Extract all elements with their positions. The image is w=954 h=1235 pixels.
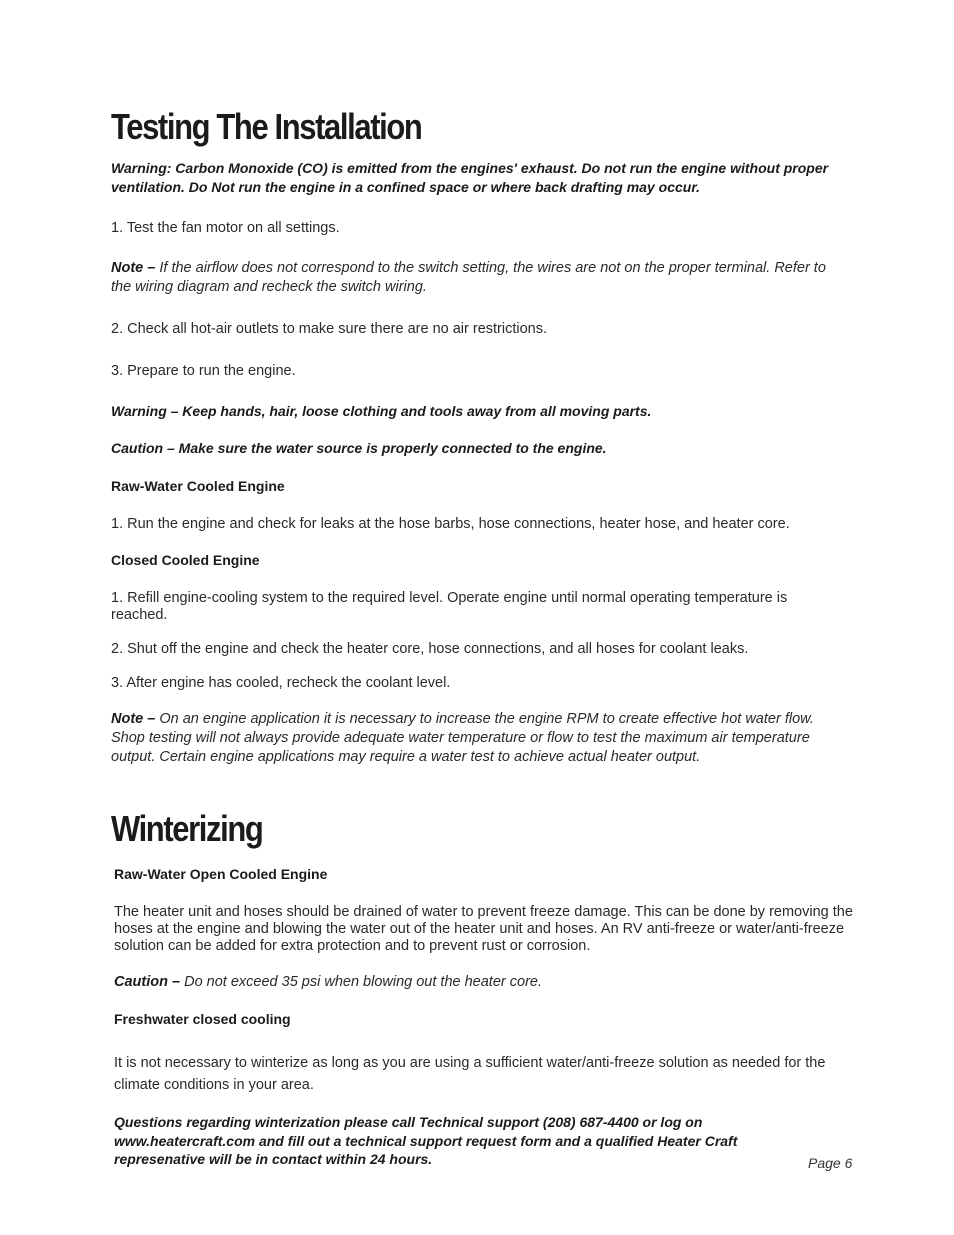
caution-lead: Caution – — [114, 974, 181, 990]
moving-parts-warning: Warning – Keep hands, hair, loose clothing and tools away from all moving parts. — [111, 403, 652, 419]
note-lead: Note – — [111, 711, 156, 727]
co-warning: Warning: Carbon Monoxide (CO) is emitted from the engines' exhaust. Do not run the engine without proper ventilation. Do Not run the engine in a confined space or where back drafting may occur. — [111, 160, 829, 195]
testing-title: Testing The Installation — [111, 106, 422, 147]
support-contact: Questions regarding winterization please call Technical support (208) 687-4400 or log on www.heatercraft.com and fill out a technical support request form and a qualified Heater Craft represenative will be in contact within 24 hours. — [114, 1114, 738, 1167]
closed-step-1: 1. Refill engine-cooling system to the required level. Operate engine until normal operating temperature is reached. — [111, 590, 788, 623]
closed-step-3: 3. After engine has cooled, recheck the coolant level. — [111, 675, 451, 691]
psi-caution — [114, 973, 859, 992]
water-source-caution: Caution – Make sure the water source is properly connected to the engine. — [111, 440, 607, 456]
testing-step-1: 1. Test the fan motor on all settings. — [111, 220, 340, 236]
closed-step-2: 2. Shut off the engine and check the heater core, hose connections, and all hoses for coolant leaks. — [111, 641, 749, 657]
note-text: If the airflow does not correspond to the switch setting, the wires are not on the proper terminal. Refer to the wiring diagram and recheck the switch wiring. — [111, 260, 826, 295]
note-text: On an engine application it is necessary to increase the engine RPM to create effective hot water flow. Shop testing will not always provide adequate water temperature or flow to test the maximum air temperature output. Certain engine applications may require a water test to achieve actual heater output. — [111, 711, 814, 765]
note-lead: Note – — [111, 260, 156, 276]
raw-open-heading: Raw-Water Open Cooled Engine — [114, 866, 328, 882]
testing-step-3: 3. Prepare to run the engine. — [111, 363, 296, 379]
airflow-note — [111, 259, 846, 297]
closed-cooled-heading: Closed Cooled Engine — [111, 552, 260, 568]
caution-text: Do not exceed 35 psi when blowing out the heater core. — [180, 974, 542, 990]
raw-open-text: The heater unit and hoses should be drained of water to prevent freeze damage. This can be done by removing the hoses at the engine and blowing the water out of the heater unit and hoses. An RV anti-freeze or water/anti-freeze solution can be added for extra protection and to prevent rust or corrosion. — [114, 904, 853, 954]
testing-step-2: 2. Check all hot-air outlets to make sure there are no air restrictions. — [111, 321, 547, 337]
freshwater-text: It is not necessary to winterize as long as you are using a sufficient water/anti-freeze solution as needed for the climate conditions in your area. — [114, 1055, 826, 1093]
page-number: Page 6 — [808, 1155, 853, 1171]
winterizing-title: Winterizing — [111, 808, 263, 849]
raw-water-heading: Raw-Water Cooled Engine — [111, 478, 285, 494]
freshwater-heading: Freshwater closed cooling — [114, 1011, 291, 1027]
raw-water-step-1: 1. Run the engine and check for leaks at the hose barbs, hose connections, heater hose, and heater core. — [111, 516, 790, 532]
rpm-note — [111, 710, 846, 767]
